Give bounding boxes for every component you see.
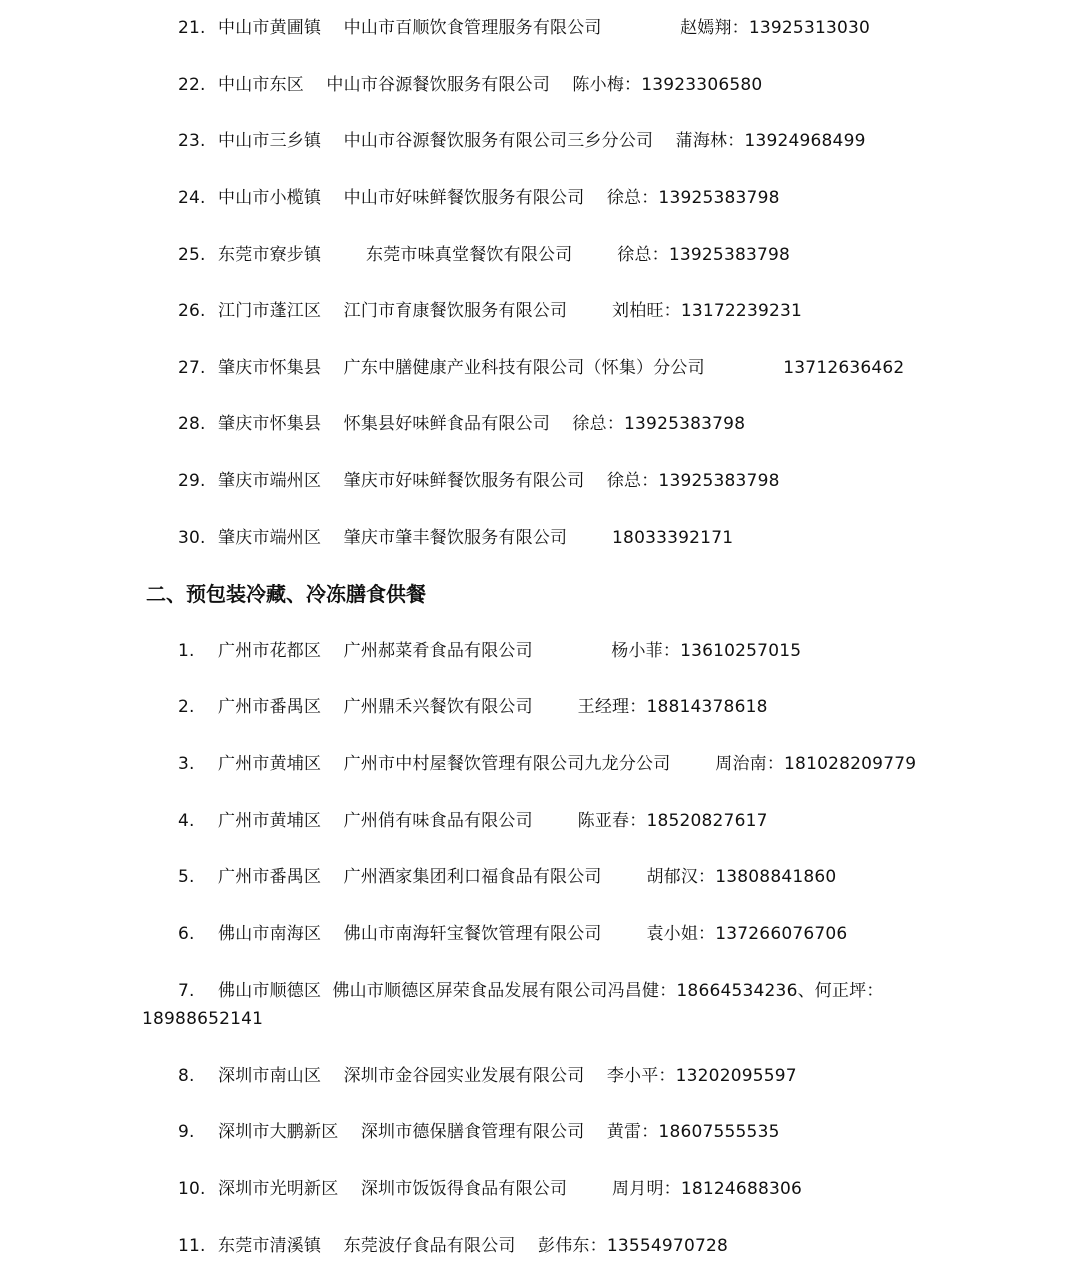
- item-text: 广州市花都区 广州郝菜肴食品有限公司 杨小菲：13610257015: [218, 641, 802, 661]
- list-item: [178, 356, 904, 380]
- item-number: 23.: [178, 131, 206, 151]
- list-item: [178, 299, 802, 323]
- item-number: 4.: [178, 811, 195, 831]
- item-number: 24.: [178, 188, 206, 208]
- item-text: 广州市黄埔区 广州市中村屋餐饮管理有限公司九龙分公司 周治南：181028209779: [218, 754, 917, 774]
- item-number: 11.: [178, 1236, 206, 1256]
- item-number: 6.: [178, 924, 195, 944]
- item-number: 10.: [178, 1179, 206, 1199]
- item-number: 25.: [178, 245, 206, 265]
- item-text: 肇庆市怀集县 怀集县好味鲜食品有限公司 徐总：13925383798: [218, 414, 746, 434]
- item-text: 肇庆市怀集县 广东中膳健康产业科技有限公司（怀集）分公司 13712636462: [218, 358, 905, 378]
- item-number: 30.: [178, 528, 206, 548]
- item-number: 27.: [178, 358, 206, 378]
- item-text: 深圳市光明新区 深圳市饭饭得食品有限公司 周月明：18124688306: [218, 1179, 803, 1199]
- item-number: 29.: [178, 471, 206, 491]
- section-heading: 二、预包装冷藏、冷冻膳食供餐: [146, 582, 426, 606]
- list-item: [178, 1234, 728, 1258]
- item-number: 1.: [178, 641, 195, 661]
- list-item: [178, 922, 847, 946]
- item-text: 中山市黄圃镇 中山市百顺饮食管理服务有限公司 赵嫣翔：13925313030: [218, 18, 871, 38]
- list-item: [178, 809, 768, 833]
- item-text: 中山市小榄镇 中山市好味鲜餐饮服务有限公司 徐总：13925383798: [218, 188, 780, 208]
- list-item-continuation: 18988652141: [142, 1009, 264, 1029]
- item-number: 9.: [178, 1122, 195, 1142]
- item-text: 肇庆市端州区 肇庆市肇丰餐饮服务有限公司 18033392171: [218, 528, 734, 548]
- list-item: [178, 16, 870, 40]
- list-item: [178, 1177, 802, 1201]
- item-number: 28.: [178, 414, 206, 434]
- item-text: 佛山市南海区 佛山市南海轩宝餐饮管理有限公司 袁小姐：137266076706: [218, 924, 848, 944]
- list-item: [178, 526, 733, 550]
- item-number: 22.: [178, 75, 206, 95]
- item-text: 广州市番禺区 广州酒家集团利口福食品有限公司 胡郁汉：13808841860: [218, 867, 837, 887]
- item-text: 中山市东区 中山市谷源餐饮服务有限公司 陈小梅：13923306580: [218, 75, 763, 95]
- list-item: [178, 412, 745, 436]
- item-text: 广州市番禺区 广州鼎禾兴餐饮有限公司 王经理：18814378618: [218, 697, 768, 717]
- item-number: 8.: [178, 1066, 195, 1086]
- item-text: 深圳市南山区 深圳市金谷园实业发展有限公司 李小平：13202095597: [218, 1066, 797, 1086]
- item-number: 21.: [178, 18, 206, 38]
- list-item: [178, 73, 762, 97]
- item-text: 东莞市清溪镇 东莞波仔食品有限公司 彭伟东：13554970728: [218, 1236, 729, 1256]
- item-number: 7.: [178, 981, 195, 1001]
- item-text: 深圳市大鹏新区 深圳市德保膳食管理有限公司 黄雷：18607555535: [218, 1122, 780, 1142]
- item-text: 中山市三乡镇 中山市谷源餐饮服务有限公司三乡分公司 蒲海林：13924968499: [218, 131, 866, 151]
- item-number: 26.: [178, 301, 206, 321]
- list-item: [178, 865, 836, 889]
- list-item: [178, 1120, 780, 1144]
- item-text: 广州市黄埔区 广州俏有味食品有限公司 陈亚春：18520827617: [218, 811, 768, 831]
- item-text: 江门市蓬江区 江门市育康餐饮服务有限公司 刘柏旺：13172239231: [218, 301, 803, 321]
- list-item: [178, 469, 780, 493]
- item-number: 5.: [178, 867, 195, 887]
- list-item: [178, 129, 866, 153]
- list-item: [178, 695, 768, 719]
- item-text: 肇庆市端州区 肇庆市好味鲜餐饮服务有限公司 徐总：13925383798: [218, 471, 780, 491]
- item-number: 3.: [178, 754, 195, 774]
- list-item: [178, 1064, 797, 1088]
- list-item: [178, 979, 884, 1003]
- item-text: 东莞市寮步镇 东莞市味真堂餐饮有限公司 徐总：13925383798: [218, 245, 791, 265]
- list-item: [178, 186, 780, 210]
- item-number: 2.: [178, 697, 195, 717]
- list-item: [178, 752, 916, 776]
- item-text: 佛山市顺德区 佛山市顺德区屏荣食品发展有限公司冯昌健：18664534236、何正坪：: [218, 981, 884, 1001]
- list-item: [178, 243, 790, 267]
- list-item: [178, 639, 801, 663]
